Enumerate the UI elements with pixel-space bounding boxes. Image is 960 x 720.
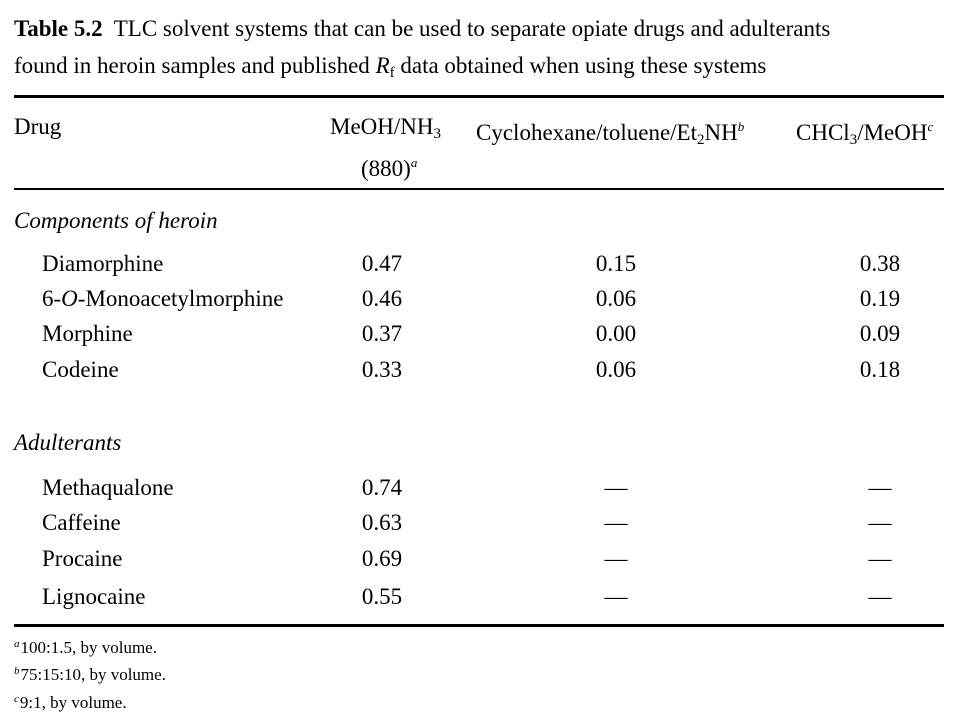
rf-meoh: 0.69	[361, 546, 403, 571]
drug-name-italic: O	[61, 286, 78, 311]
header-cyclo-sub: 2	[696, 132, 705, 148]
drug-name	[42, 286, 283, 312]
footnote-text: 75:15:10, by volume.	[20, 665, 166, 684]
rf-meoh: 0.55	[361, 584, 403, 609]
rf-cyclo: —	[604, 546, 628, 571]
rf-meoh: 0.33	[361, 357, 403, 382]
footnote-b	[14, 661, 166, 685]
header-chcl-sub: 3	[849, 132, 858, 148]
rf-chcl: 0.19	[859, 286, 901, 311]
rf-meoh: 0.37	[361, 321, 403, 346]
rf-cyclo: 0.15	[595, 251, 637, 276]
drug-name-pre: 6-	[42, 286, 62, 311]
rf-meoh: 0.63	[361, 510, 403, 535]
header-meoh-sub: 3	[433, 126, 441, 142]
header-meoh-880: (880)	[361, 156, 411, 181]
header-chcl-end: /MeOH	[857, 120, 928, 145]
header-drug: Drug	[14, 114, 62, 139]
footnote-a	[14, 634, 157, 658]
drug-name: Codeine	[42, 357, 119, 382]
header-chcl-text: CHCl	[796, 120, 850, 145]
rf-cyclo: 0.00	[595, 321, 637, 346]
header-meoh-line2	[361, 150, 417, 182]
rf-chcl: —	[868, 475, 892, 500]
header-cyclo-text: Cyclohexane/toluene/Et	[476, 120, 697, 145]
rf-chcl: —	[868, 510, 892, 535]
header-meoh-text: MeOH/NH	[330, 114, 434, 139]
rf-meoh: 0.47	[361, 251, 403, 276]
rf-cyclo: —	[604, 475, 628, 500]
drug-name: Methaqualone	[42, 475, 174, 500]
drug-name: Procaine	[42, 546, 123, 571]
drug-name: Lignocaine	[42, 584, 146, 609]
rf-meoh: 0.46	[361, 286, 403, 311]
footnote-mark: b	[14, 665, 20, 677]
drug-name: Caffeine	[42, 510, 121, 535]
header-cyclo-footmark: b	[737, 119, 745, 134]
rf-cyclo: —	[604, 510, 628, 535]
caption-line-1	[14, 16, 830, 42]
header-meoh-footmark: a	[410, 155, 418, 170]
rf-chcl: —	[868, 584, 892, 609]
header-rule	[14, 188, 944, 190]
rf-cyclo: 0.06	[595, 286, 637, 311]
footnote-mark: a	[14, 638, 20, 650]
rf-chcl: 0.38	[859, 251, 901, 276]
caption-line-2	[14, 53, 766, 86]
rf-symbol: R	[375, 53, 390, 78]
caption-text-1: TLC solvent systems that can be used to separate opiate drugs and adulterants	[113, 16, 831, 41]
footnote-mark: c	[14, 693, 19, 705]
rf-subscript: f	[389, 65, 395, 81]
rf-chcl: 0.18	[859, 357, 901, 382]
top-rule	[14, 95, 944, 98]
header-cyclo	[476, 114, 744, 153]
footnote-text: 100:1.5, by volume.	[20, 638, 157, 657]
section-title-heroin: Components of heroin	[14, 208, 218, 233]
rf-cyclo: 0.06	[595, 357, 637, 382]
footnote-text: 9:1, by volume.	[19, 693, 127, 712]
rf-chcl: 0.09	[859, 321, 901, 346]
header-chcl	[796, 114, 933, 153]
bottom-rule	[14, 624, 944, 627]
header-chcl-footmark: c	[927, 119, 934, 134]
drug-name: Diamorphine	[42, 251, 164, 276]
header-meoh	[330, 114, 441, 147]
drug-name-post: -Monoacetylmorphine	[77, 286, 284, 311]
header-cyclo-end: NH	[704, 120, 738, 145]
rf-meoh: 0.74	[361, 475, 403, 500]
caption-text-2b: data obtained when using these systems	[394, 53, 767, 78]
drug-name: Morphine	[42, 321, 133, 346]
rf-chcl: —	[868, 546, 892, 571]
rf-cyclo: —	[604, 584, 628, 609]
footnote-c	[14, 689, 127, 713]
section-title-adulterants: Adulterants	[14, 430, 122, 455]
caption-text-2a: found in heroin samples and published	[14, 53, 376, 78]
table-label: Table 5.2	[14, 16, 103, 41]
